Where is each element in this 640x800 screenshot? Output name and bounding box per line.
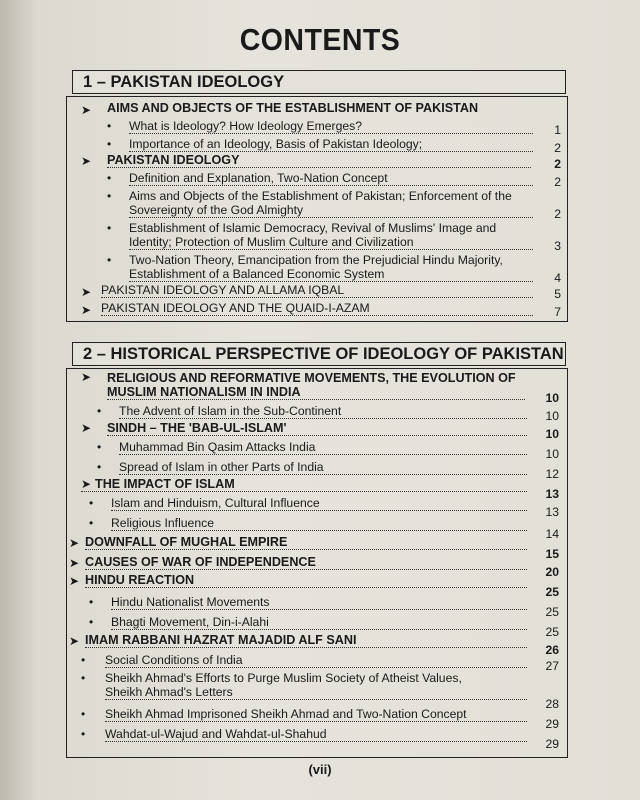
page-number: 13 xyxy=(545,505,559,519)
bullet-icon: • xyxy=(107,221,112,235)
page-number: 25 xyxy=(545,605,559,619)
toc-entry-line-2: Identity; Protection of Muslim Culture and Civilization xyxy=(129,235,533,249)
toc-heading: DOWNFALL OF MUGHAL EMPIRE xyxy=(85,535,527,549)
toc-heading-line-2: MUSLIM NATIONALISM IN INDIA xyxy=(107,385,525,399)
arrow-bullet-icon: ➤ xyxy=(81,154,92,168)
page-number: 25 xyxy=(545,625,559,639)
page-number: 2 xyxy=(554,141,561,155)
toc-entry: Religious Influence xyxy=(111,516,527,530)
toc-entry: Spread of Islam in other Parts of India xyxy=(119,460,527,474)
page-number: 2 xyxy=(554,175,561,189)
page-number: 7 xyxy=(554,305,561,319)
page-number: 10 xyxy=(545,447,559,461)
toc-heading: IMAM RABBANI HAZRAT MAJADID ALF SANI xyxy=(85,633,527,647)
bullet-icon: • xyxy=(89,496,94,510)
section-2-box xyxy=(66,368,568,758)
bullet-icon: • xyxy=(107,189,112,203)
bullet-icon: • xyxy=(97,404,102,418)
toc-heading: HINDU REACTION xyxy=(85,573,527,587)
arrow-bullet-icon: ➤ xyxy=(69,634,80,648)
page-footer-number: (vii) xyxy=(308,762,332,777)
section-1-heading: 1 – PAKISTAN IDEOLOGY xyxy=(72,70,566,94)
page-number: 3 xyxy=(554,239,561,253)
page-number: 12 xyxy=(545,467,559,481)
toc-entry: Sheikh Ahmad Imprisoned Sheikh Ahmad and Two-Nation Concept xyxy=(105,707,527,721)
arrow-bullet-icon: ➤ xyxy=(81,303,92,317)
bullet-icon: • xyxy=(97,460,102,474)
bullet-icon: • xyxy=(81,707,86,721)
bullet-icon: • xyxy=(81,671,86,685)
arrow-bullet-icon: ➤ xyxy=(81,477,92,491)
toc-entry-line-1: Establishment of Islamic Democracy, Revival of Muslims' Image and xyxy=(129,221,497,235)
toc-entry: Muhammad Bin Qasim Attacks India xyxy=(119,440,527,454)
arrow-bullet-icon: ➤ xyxy=(81,103,92,117)
toc-entry: The Advent of Islam in the Sub-Continent xyxy=(119,404,527,418)
toc-entry: Definition and Explanation, Two-Nation Concept xyxy=(129,171,533,185)
toc-entry: Wahdat-ul-Wajud and Wahdat-ul-Shahud xyxy=(105,727,527,741)
page-number: 27 xyxy=(545,659,559,673)
toc-entry: What is Ideology? How Ideology Emerges? xyxy=(129,119,533,133)
toc-heading: PAKISTAN IDEOLOGY xyxy=(107,153,531,167)
toc-entry: Hindu Nationalist Movements xyxy=(111,595,527,609)
toc-heading: AIMS AND OBJECTS OF THE ESTABLISHMENT OF PAKISTAN xyxy=(107,101,479,115)
toc-entry-line-2: Sheikh Ahmad's Letters xyxy=(105,685,527,699)
arrow-bullet-icon: ➤ xyxy=(69,574,80,588)
toc-entry: Bhagti Movement, Din-i-Alahi xyxy=(111,615,527,629)
page-number: 15 xyxy=(545,547,559,561)
toc-entry-line-2: Sovereignty of the God Almighty xyxy=(129,203,533,217)
page-number: 2 xyxy=(554,157,561,171)
bullet-icon: • xyxy=(89,516,94,530)
bullet-icon: • xyxy=(107,119,112,133)
section-1-box xyxy=(66,96,568,322)
arrow-bullet-icon: ➤ xyxy=(69,536,80,550)
page-number: 4 xyxy=(554,271,561,285)
toc-entry-line-2: Establishment of a Balanced Economic System xyxy=(129,267,533,281)
arrow-bullet-icon: ➤ xyxy=(81,370,92,384)
bullet-icon: • xyxy=(107,253,112,267)
toc-entry: Social Conditions of India xyxy=(105,653,527,667)
toc-heading: THE IMPACT OF ISLAM xyxy=(81,477,527,491)
toc-entry-line-1: Sheikh Ahmad's Efforts to Purge Muslim Society of Atheist Values, xyxy=(105,671,462,685)
toc-entry: Islam and Hinduism, Cultural Influence xyxy=(111,496,527,510)
page-number: 29 xyxy=(545,737,559,751)
bullet-icon: • xyxy=(107,137,112,151)
page-number: 2 xyxy=(554,207,561,221)
toc-entry-line-1: Two-Nation Theory, Emancipation from the Prejudicial Hindu Majority, xyxy=(129,253,503,267)
page-number: 10 xyxy=(545,409,559,423)
bullet-icon: • xyxy=(81,727,86,741)
page-number: 10 xyxy=(545,427,559,441)
page-number: 5 xyxy=(554,287,561,301)
page-number: 20 xyxy=(545,565,559,579)
toc-heading: PAKISTAN IDEOLOGY AND ALLAMA IQBAL xyxy=(101,283,533,297)
bullet-icon: • xyxy=(89,595,94,609)
toc-entry: Importance of an Ideology, Basis of Pakistan Ideology; xyxy=(129,137,533,151)
page-number: 26 xyxy=(545,643,559,657)
bullet-icon: • xyxy=(89,615,94,629)
page-title: CONTENTS xyxy=(239,22,401,57)
toc-heading: CAUSES OF WAR OF INDEPENDENCE xyxy=(85,555,527,569)
arrow-bullet-icon: ➤ xyxy=(81,285,92,299)
page-number: 1 xyxy=(554,123,561,137)
arrow-bullet-icon: ➤ xyxy=(69,556,80,570)
page-number: 10 xyxy=(545,391,559,405)
toc-heading-line-1: RELIGIOUS AND REFORMATIVE MOVEMENTS, THE EVOLUTION OF xyxy=(107,371,516,385)
toc-entry-line-1: Aims and Objects of the Establishment of Pakistan; Enforcement of the xyxy=(129,189,512,203)
arrow-bullet-icon: ➤ xyxy=(81,421,92,435)
bullet-icon: • xyxy=(81,653,86,667)
bullet-icon: • xyxy=(97,440,102,454)
page-number: 25 xyxy=(545,585,559,599)
page-number: 28 xyxy=(545,697,559,711)
page-number: 13 xyxy=(545,487,559,501)
page-number: 14 xyxy=(545,527,559,541)
toc-heading: SINDH – THE 'BAB-UL-ISLAM' xyxy=(107,421,527,435)
bullet-icon: • xyxy=(107,171,112,185)
section-2-heading: 2 – HISTORICAL PERSPECTIVE OF IDEOLOGY OF PAKISTAN xyxy=(72,342,566,366)
page-number: 29 xyxy=(545,717,559,731)
toc-heading: PAKISTAN IDEOLOGY AND THE QUAID-I-AZAM xyxy=(101,301,533,315)
